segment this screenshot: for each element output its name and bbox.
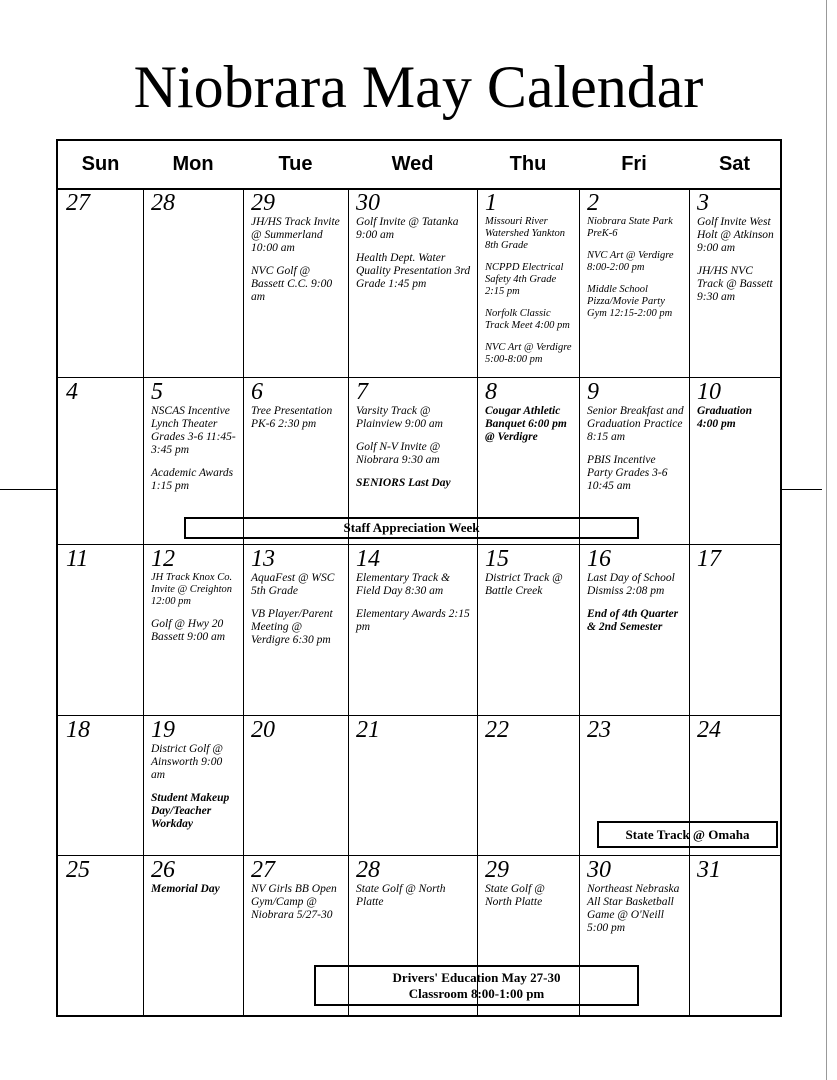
day-cell: [689, 855, 780, 1017]
day-cell: [477, 188, 579, 377]
day-number: 21: [356, 717, 380, 743]
calendar-event: District Track @ Battle Creek: [485, 572, 563, 597]
day-cell: [348, 544, 477, 715]
day-cell: [243, 544, 348, 715]
calendar-event: Senior Breakfast and Graduation Practice 8:15 am: [587, 405, 684, 443]
drivers-education-line1: Drivers' Education May 27-30: [392, 970, 561, 985]
day-number: 7: [356, 379, 368, 405]
calendar-event: Golf @ Hwy 20 Bassett 9:00 am: [151, 618, 226, 643]
calendar-event: Norfolk Classic Track Meet 4:00 pm: [485, 308, 570, 331]
calendar-event: NV Girls BB Open Gym/Camp @ Niobrara 5/27-30: [251, 883, 337, 921]
day-cell: [243, 188, 348, 377]
calendar-event: Middle School Pizza/Movie Party Gym 12:15-2:00 pm: [587, 284, 673, 319]
day-number: 23: [587, 717, 611, 743]
day-number: 28: [151, 190, 175, 216]
calendar-event: Golf Invite @ Tatanka 9:00 am: [356, 216, 459, 241]
day-number: 26: [151, 857, 175, 883]
day-header-fri: Fri: [621, 153, 647, 175]
calendar-event: Health Dept. Water Quality Presentation 3rd Grade 1:45 pm: [356, 252, 471, 290]
day-number: 8: [485, 379, 497, 405]
calendar-grid: [56, 139, 782, 1017]
calendar-event: NCPPD Electrical Safety 4th Grade 2:15 pm: [485, 262, 564, 297]
day-number: 2: [587, 190, 599, 216]
day-number: 1: [485, 190, 497, 216]
day-number: 10: [697, 379, 721, 405]
calendar-event: State Golf @ North Platte: [356, 883, 446, 908]
calendar-event: End of 4th Quarter & 2nd Semester: [587, 608, 679, 633]
calendar-event: Niobrara State Park PreK-6: [587, 216, 673, 239]
day-number: 30: [356, 190, 380, 216]
day-header-mon: Mon: [172, 153, 214, 175]
day-cell: [477, 544, 579, 715]
day-number: 30: [587, 857, 611, 883]
day-cell: [243, 715, 348, 855]
day-number: 18: [66, 717, 90, 743]
day-cell: [58, 855, 143, 1017]
calendar-event: SENIORS Last Day: [356, 477, 451, 489]
day-cell: [58, 377, 143, 544]
day-number: 4: [66, 379, 78, 405]
day-number: 15: [485, 546, 509, 572]
day-cell: [348, 188, 477, 377]
state-track-banner: [597, 821, 778, 848]
calendar-event: NSCAS Incentive Lynch Theater Grades 3-6 11:45-3:45 pm: [151, 405, 236, 456]
day-number: 27: [251, 857, 275, 883]
day-cell: [477, 715, 579, 855]
calendar-event: JH/HS Track Invite @ Summerland 10:00 am: [251, 216, 340, 254]
day-number: 22: [485, 717, 509, 743]
day-cell: [689, 544, 780, 715]
calendar-event: AquaFest @ WSC 5th Grade: [251, 572, 335, 597]
calendar-event: PBIS Incentive Party Grades 3-6 10:45 am: [587, 454, 668, 492]
day-number: 12: [151, 546, 175, 572]
calendar-event: Northeast Nebraska All Star Basketball Game @ O'Neill 5:00 pm: [587, 883, 680, 934]
calendar-event: Golf Invite West Holt @ Atkinson 9:00 am: [697, 216, 774, 254]
day-number: 3: [697, 190, 709, 216]
day-number: 13: [251, 546, 275, 572]
day-header-sat: Sat: [718, 153, 751, 175]
day-cell: [689, 377, 780, 544]
page-title: Niobrara May Calendar: [133, 54, 704, 120]
day-number: 29: [485, 857, 509, 883]
day-number: 5: [151, 379, 163, 405]
day-header-sun: Sun: [81, 153, 120, 175]
day-number: 25: [66, 857, 90, 883]
day-cell: [58, 188, 143, 377]
day-cell: [143, 715, 243, 855]
day-number: 16: [587, 546, 611, 572]
calendar-event: Tree Presentation PK-6 2:30 pm: [251, 405, 333, 430]
day-number: 29: [251, 190, 275, 216]
day-cell: [689, 188, 780, 377]
day-cell: [348, 715, 477, 855]
drivers-education-banner: [314, 965, 639, 1006]
calendar-event: Academic Awards 1:15 pm: [151, 467, 234, 492]
margin-rule-left: [0, 489, 56, 490]
calendar-event: Elementary Awards 2:15 pm: [356, 608, 470, 633]
calendar-event: JH Track Knox Co. Invite @ Creighton 12:00 pm: [151, 572, 233, 607]
day-number: 11: [66, 546, 89, 572]
calendar-event: Memorial Day: [151, 883, 220, 895]
day-cell: [58, 715, 143, 855]
day-cell: [143, 855, 243, 1017]
day-number: 19: [151, 717, 175, 743]
calendar-event: JH/HS NVC Track @ Bassett 9:30 am: [697, 265, 773, 303]
calendar-event: Student Makeup Day/Teacher Workday: [151, 792, 230, 830]
day-number: 14: [356, 546, 380, 572]
margin-rule-right: [782, 489, 822, 490]
calendar-event: Golf N-V Invite @ Niobrara 9:30 am: [356, 441, 441, 466]
staff-appreciation-banner: [184, 517, 639, 539]
day-number: 27: [66, 190, 90, 216]
day-header-thu: Thu: [509, 153, 547, 175]
day-cell: [143, 544, 243, 715]
day-number: 31: [697, 857, 721, 883]
day-number: 9: [587, 379, 599, 405]
calendar-event: District Golf @ Ainsworth 9:00 am: [151, 743, 223, 781]
state-track-label: State Track @ Omaha: [625, 827, 750, 842]
day-cell: [143, 188, 243, 377]
page-edge-line: [826, 0, 827, 1080]
calendar-event: Elementary Track & Field Day 8:30 am: [356, 572, 450, 597]
day-header-wed: Wed: [391, 153, 434, 175]
day-number: 17: [697, 546, 721, 572]
day-number: 28: [356, 857, 380, 883]
calendar-event: Last Day of School Dismiss 2:08 pm: [587, 572, 675, 597]
day-cell: [579, 188, 689, 377]
drivers-education-line2: Classroom 8:00-1:00 pm: [408, 986, 545, 1001]
calendar-event: Graduation 4:00 pm: [697, 405, 752, 430]
calendar-event: State Golf @ North Platte: [485, 883, 545, 908]
calendar-event: VB Player/Parent Meeting @ Verdigre 6:30 pm: [251, 608, 333, 646]
calendar-event: NVC Golf @ Bassett C.C. 9:00 am: [251, 265, 333, 303]
day-number: 24: [697, 717, 721, 743]
day-cell: [58, 544, 143, 715]
calendar-event: Missouri River Watershed Yankton 8th Grade: [485, 216, 566, 251]
staff-appreciation-label: Staff Appreciation Week: [343, 520, 480, 535]
calendar-event: Varsity Track @ Plainview 9:00 am: [356, 405, 443, 430]
calendar-event: NVC Art @ Verdigre 5:00-8:00 pm: [485, 342, 572, 365]
day-number: 6: [251, 379, 263, 405]
calendar-event: Cougar Athletic Banquet 6:00 pm @ Verdigre: [485, 405, 567, 443]
day-number: 20: [251, 717, 275, 743]
calendar-event: NVC Art @ Verdigre 8:00-2:00 pm: [587, 250, 674, 273]
day-header-tue: Tue: [278, 153, 313, 175]
day-cell: [579, 544, 689, 715]
